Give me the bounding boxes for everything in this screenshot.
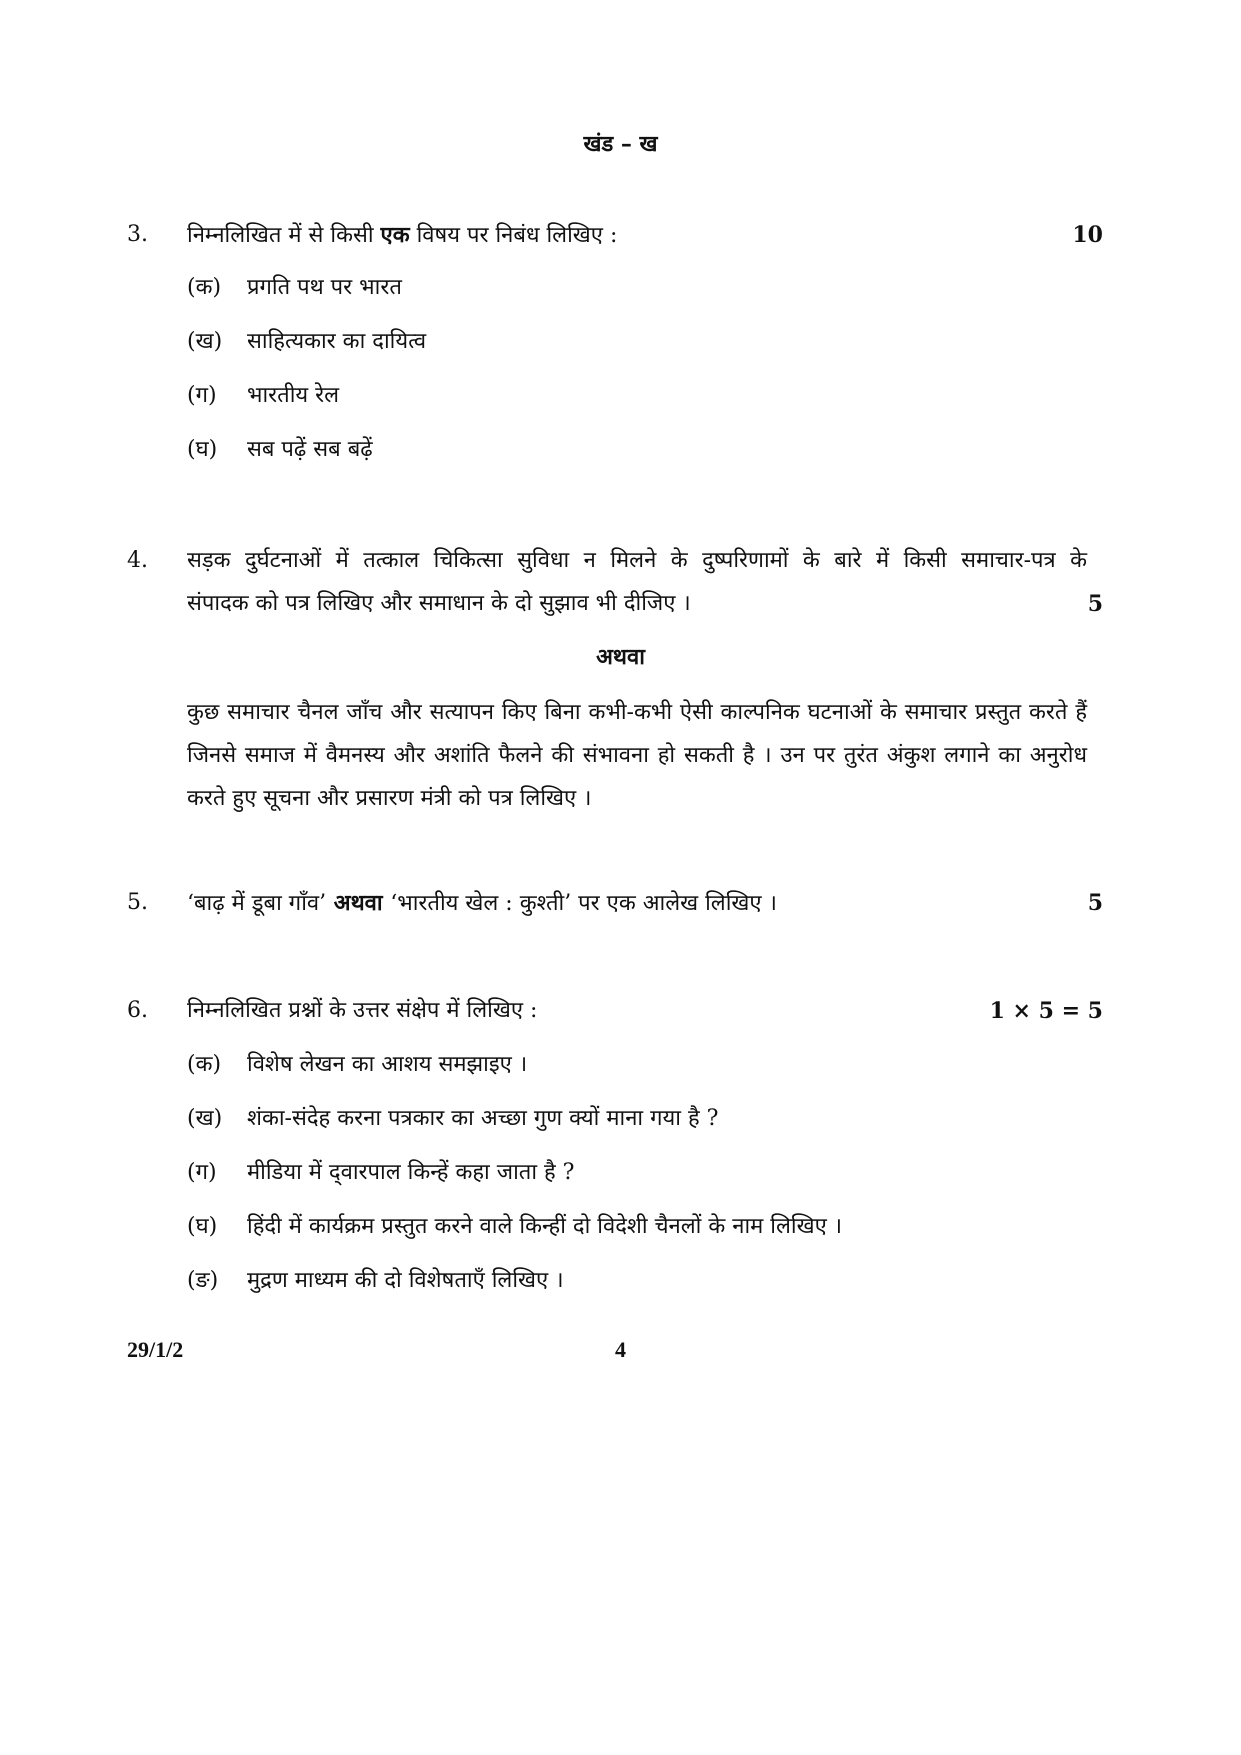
question-4-marks: 5 [1087, 591, 1103, 617]
q6-option-text-ga: मीडिया में द्‌वारपाल किन्हें कहा जाता है ? [247, 1160, 575, 1185]
page-number: 4 [615, 1337, 626, 1362]
question-3-number: 3. [127, 222, 148, 247]
question-4-line-1: सड़क दुर्घटनाओं में तत्काल चिकित्सा सुविधा न मिलने के दुष्परिणामों के बारे में किसी समाचार-पत्र के [187, 548, 1087, 573]
question-4-or-label: अथवा [596, 644, 645, 670]
paper-code: 29/1/2 [127, 1337, 184, 1362]
q3-option-label-kha: (ख) [187, 329, 223, 354]
q3-option-label-ka: (क) [187, 275, 222, 300]
question-6-text: निम्नलिखित प्रश्नों के उत्तर संक्षेप में लिखिए : [187, 998, 538, 1023]
q3-option-text-gha: सब पढ़ें सब बढ़ें [247, 437, 373, 462]
q3-option-text-ga: भारतीय रेल [247, 383, 340, 408]
q6-option-label-kha: (ख) [187, 1106, 223, 1131]
q6-option-text-gha: हिंदी में कार्यक्रम प्रस्तुत करने वाले किन्हीं दो विदेशी चैनलों के नाम लिखिए । [247, 1214, 843, 1239]
q6-option-text-nga: मुद्रण माध्यम की दो विशेषताएँ लिखिए । [247, 1268, 564, 1293]
question-3-text: निम्नलिखित में से किसी एक विषय पर निबंध लिखिए : [187, 222, 618, 248]
q6-option-label-ka: (क) [187, 1052, 222, 1077]
question-4-line-2: संपादक को पत्र लिखिए और समाधान के दो सुझाव भी दीजिए । [187, 591, 691, 616]
q6-option-label-gha: (घ) [187, 1214, 218, 1239]
question-3-marks: 10 [1072, 222, 1103, 248]
question-4-alternative-text: कुछ समाचार चैनल जाँच और सत्यापन किए बिना कभी-कभी ऐसी काल्पनिक घटनाओं के समाचार प्रस्तुत करते हैं जिनसे समाज में वैमनस्य और अशांति फैलने की संभावना हो सकती है । उन पर तुरंत अंकुश लगाने का अनुरोध करते हुए सूचना और प्रसारण मंत्री को पत्र लिखिए । [187, 700, 1087, 811]
question-6-marks: 1 × 5 = 5 [989, 998, 1103, 1024]
q3-option-label-ga: (ग) [187, 383, 217, 408]
question-6-number: 6. [127, 998, 148, 1023]
q6-option-text-ka: विशेष लेखन का आशय समझाइए । [247, 1052, 528, 1077]
q6-option-label-ga: (ग) [187, 1160, 217, 1185]
question-5-text: ‘बाढ़ में डूबा गाँव’ अथवा ‘भारतीय खेल : कुश्ती’ पर एक आलेख लिखिए । [187, 890, 777, 916]
question-4-number: 4. [127, 548, 148, 573]
q6-option-text-kha: शंका-संदेह करना पत्रकार का अच्छा गुण क्यों माना गया है ? [247, 1106, 719, 1131]
q3-option-label-gha: (घ) [187, 437, 218, 462]
q6-option-label-nga: (ङ) [187, 1268, 219, 1293]
question-5-number: 5. [127, 890, 148, 915]
q3-option-text-kha: साहित्यकार का दायित्व [247, 329, 427, 354]
section-title: खंड – ख [583, 131, 658, 157]
question-5-marks: 5 [1087, 890, 1103, 916]
q3-option-text-ka: प्रगति पथ पर भारत [247, 275, 402, 300]
